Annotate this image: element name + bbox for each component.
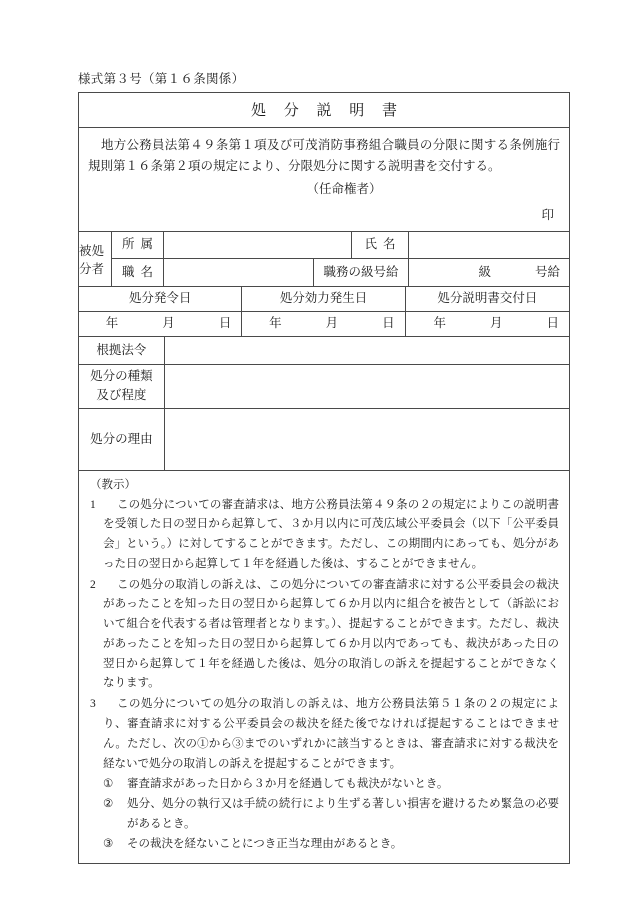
instruction-item: [90, 576, 559, 695]
instructions-section: [79, 471, 569, 865]
form-frame: [78, 92, 570, 864]
disposition-kind-row: [79, 365, 569, 409]
legal-basis-row: [79, 337, 569, 365]
legal-basis-input[interactable]: [165, 337, 569, 364]
disposition-kind-label-line2: 及び程度: [96, 388, 147, 402]
delivery-date-header: 処分説明書交付日: [437, 291, 538, 306]
year-unit: 年: [105, 316, 119, 331]
instruction-subitem-number: ③: [103, 837, 114, 850]
disposition-reason-input[interactable]: [165, 409, 569, 470]
grade-unit: 級: [478, 264, 491, 279]
intro-paragraph: 地方公務員法第４９条第１項及び可茂消防事務組合職員の分限に関する条例施行規則第１６条第２項の規定により、分限処分に関する説明書を交付する。: [88, 138, 560, 173]
instruction-subitem-text: 審査請求があった日から３か月を経過しても裁決がないとき。: [127, 778, 449, 791]
position-input[interactable]: [164, 259, 314, 286]
step-unit: 号給: [534, 264, 560, 279]
instruction-subitem-number: ①: [103, 778, 114, 791]
name-input[interactable]: [409, 232, 517, 258]
month-unit: 月: [325, 316, 339, 331]
instruction-number: 1: [90, 498, 96, 511]
issue-date-header: 処分発令日: [79, 287, 242, 311]
month-unit: 月: [162, 316, 175, 331]
instruction-subitem: [90, 835, 559, 855]
instruction-number: 2: [90, 578, 96, 591]
issue-date-units: [79, 314, 241, 332]
title-row: [79, 93, 569, 128]
day-unit: 日: [546, 316, 559, 331]
disposition-kind-label: [79, 365, 165, 408]
day-unit: 日: [218, 316, 232, 331]
effective-date-input[interactable]: [242, 312, 405, 336]
instruction-text: この処分の取消しの訴えは、この処分についての審査請求に対する公平委員会の裁決があったことを知った日の翌日から起算して６か月以内に組合を被告として（訴訟において組合を代表する者は管理者となります。）、提起することができます。ただし、裁決があったことを知った日の翌日から起算して６か月以内であっても、裁決があった日の翌日から起算して１年を経過した後は、処分の取消しの訴えを提起することができなくなります。: [103, 578, 559, 690]
affiliation-input[interactable]: [164, 232, 352, 258]
instruction-number: 3: [90, 698, 96, 711]
intro-block: [79, 128, 569, 232]
instruction-subitem-text: 処分、処分の執行又は手続の続行により生ずる著しい損害を避けるため緊急の必要があるとき。: [127, 798, 559, 830]
grade-input[interactable]: [409, 259, 569, 286]
subject-rows: [112, 232, 569, 286]
instruction-subitem-number: ②: [103, 798, 114, 811]
instruction-subitem-text: その裁決を経ないことにつき正当な理由があるとき。: [127, 837, 403, 850]
subject-label-text: 被処分者: [79, 243, 105, 276]
legal-basis-label-line1: 根拠法令: [96, 342, 147, 357]
position-row: [112, 259, 569, 286]
year-unit: 年: [433, 316, 446, 331]
effective-date-units: [242, 314, 404, 332]
year-unit: 年: [269, 316, 282, 331]
subject-label: [79, 232, 112, 286]
instructions-heading: （教示）: [90, 478, 136, 491]
seal-mark: 印: [541, 207, 554, 222]
disposition-reason-row: [79, 409, 569, 471]
document-title: 処 分 説 明 書: [250, 103, 404, 119]
instruction-subitem: [90, 795, 559, 835]
instruction-subitem: [90, 775, 559, 795]
disposition-kind-input[interactable]: [165, 365, 569, 408]
disposition-reason-label: [79, 409, 165, 470]
name-label: 氏名: [352, 232, 409, 258]
affiliation-label: 所属: [112, 232, 164, 258]
issue-date-input[interactable]: [79, 312, 242, 336]
date-values-row: [79, 312, 569, 337]
affiliation-row: [112, 232, 569, 259]
instruction-text: この処分についての審査請求は、地方公務員法第４９条の２の規定によりこの説明書を受領した日の翌日から起算して、３か月以内に可茂広域公平委員会（以下「公平委員会」という。）に対してすることができます。ただし、この期間内にあっても、処分があった日の翌日から起算して１年を経過した後は、することができません。: [103, 498, 559, 570]
position-label: 職名: [112, 259, 164, 286]
instruction-text: この処分についての処分の取消しの訴えは、地方公務員法第５１条の２の規定により、審査請求に対する公平委員会の裁決を経た後でなければ提起することはできません。ただし、次の①から③までのいずれかに該当するときは、審査請求に対する裁決を経ないで処分の取消しの訴えを提起することができます。: [103, 698, 559, 770]
month-unit: 月: [489, 316, 503, 331]
subject-section: [79, 232, 569, 286]
date-header-row: [79, 287, 569, 312]
form-number: 様式第３号（第１６条関係）: [78, 72, 245, 86]
disposition-reason-label-line1: 処分の理由: [90, 431, 153, 446]
effective-date-header: 処分効力発生日: [242, 287, 405, 311]
day-unit: 日: [382, 316, 395, 331]
delivery-date-input[interactable]: [406, 312, 569, 336]
grade-label: 職務の級号給: [314, 259, 409, 286]
delivery-date-units: [406, 314, 569, 332]
disposition-kind-label-line1: 処分の種類: [90, 369, 153, 384]
legal-basis-label: [79, 337, 165, 364]
appointer-label: （任命権者）: [306, 182, 382, 197]
instruction-item: [90, 695, 559, 774]
instruction-item: [90, 496, 559, 575]
